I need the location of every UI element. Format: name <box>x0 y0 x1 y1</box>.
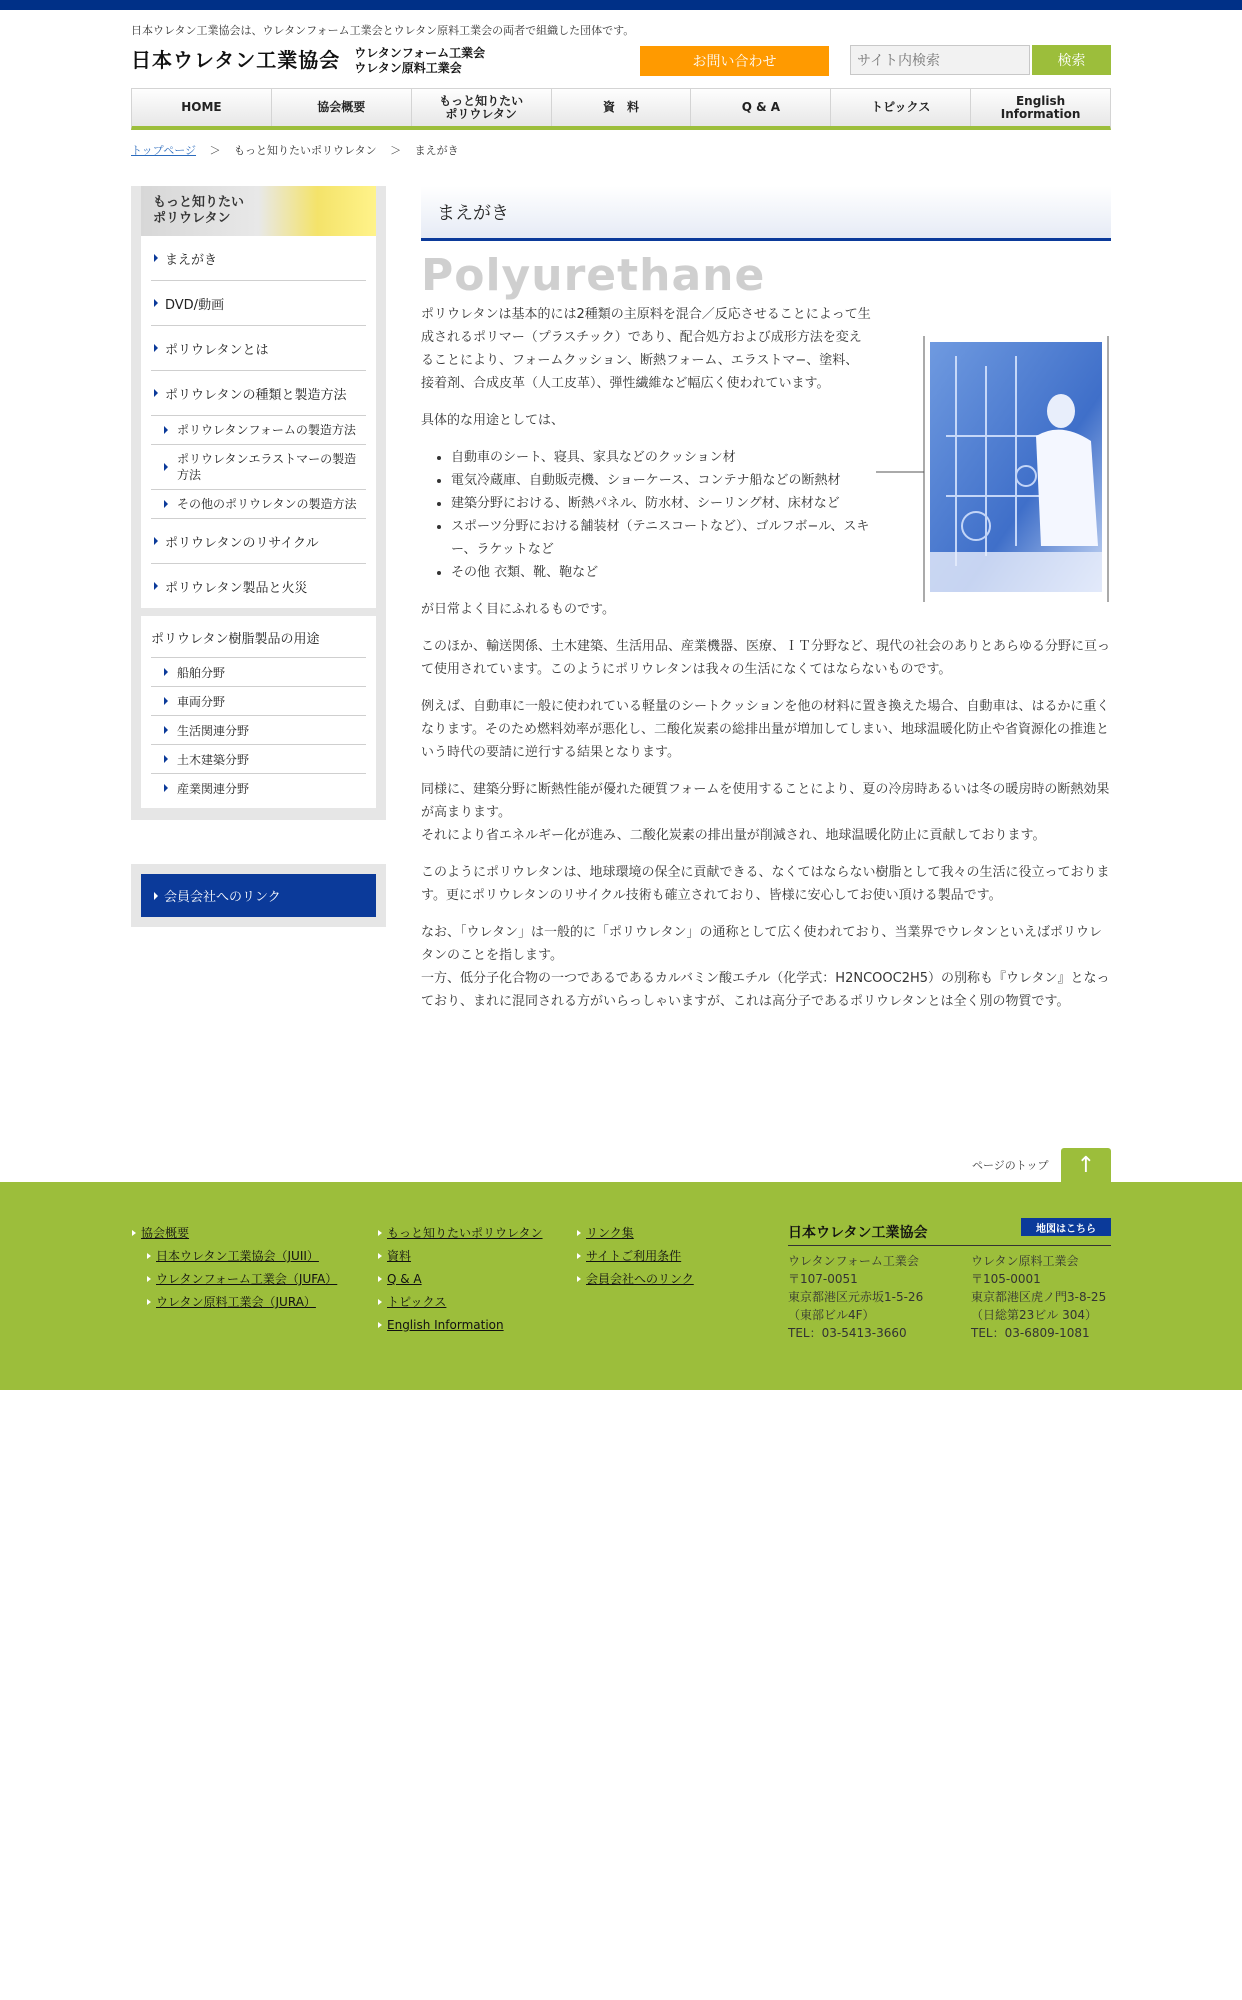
sidebar-uses-label: ポリウレタン樹脂製品の用途 <box>151 616 366 658</box>
footer-organization <box>788 1222 1111 1340</box>
polyurethane-banner: Polyurethane <box>421 250 766 301</box>
nav-topics[interactable]: トピックス <box>831 89 971 126</box>
page-title: まえがき <box>421 186 1111 241</box>
breadcrumb-home[interactable]: トップページ <box>131 144 197 157</box>
sidebar <box>131 186 386 820</box>
page-top-label[interactable]: ページのトップ <box>972 1159 1049 1172</box>
intro-paragraph: ポリウレタンは基本的には2種類の主原料を混合／反応させることによって生成されるポリマー（プラスチック）であり、配合処方および成形方法を変えることにより、フォームクッション、断熱フォーム、エラストマ−、塗料、接着剤、合成皮革（人工皮革）、弾性繊維など幅広く使われています。 <box>421 307 871 391</box>
nav-english[interactable]: English Information <box>1000 93 1081 121</box>
sidebar-item-recycle[interactable]: ポリウレタンのリサイクル <box>151 519 366 564</box>
search-input[interactable] <box>850 45 1030 75</box>
list-item: • 電気冷蔵庫、自動販売機、ショーケース、コンテナ船などの断熱材 <box>451 469 891 492</box>
footer-link-english[interactable]: English Information <box>377 1314 543 1337</box>
map-button[interactable]: 地図はこちら <box>1021 1218 1111 1236</box>
list-item: • スポーツ分野における舗装材（テニスコートなど）、ゴルフボ−ル、スキー、ラケットなど <box>451 515 891 561</box>
footer-link-juii[interactable]: 日本ウレタン工業協会（JUII） <box>146 1245 337 1268</box>
sidebar-item-dvd[interactable]: DVD/動画 <box>151 281 366 326</box>
search-button[interactable]: 検索 <box>1032 45 1111 75</box>
footer-link-jufa[interactable]: ウレタンフォーム工業会（JUFA） <box>146 1268 337 1291</box>
nav-about[interactable]: 協会概要 <box>272 89 412 126</box>
footer-link-about[interactable]: 協会概要 <box>131 1222 337 1245</box>
paragraph-4b: それにより省エネルギー化が進み、二酸化炭素の排出量が削減され、地球温暖化防止に貢献しております。 <box>421 828 1046 843</box>
paragraph-4 <box>421 778 1111 847</box>
nav-polyurethane[interactable]: もっと知りたい ポリウレタン <box>412 89 552 126</box>
footer-link-topics[interactable]: トピックス <box>377 1291 543 1314</box>
contact-button[interactable]: お問い合わせ <box>640 46 829 76</box>
footer-link-qa[interactable]: Q & A <box>377 1268 543 1291</box>
footer-address-jura: ウレタン原料工業会 〒105-0001 東京都港区虎ノ門3-8-25 （日総第23ビル 304） TEL：03-6809-1081 <box>971 1254 1107 1340</box>
sidebar-use-vehicle[interactable]: 車両分野 <box>151 687 366 716</box>
sidebar-item-types[interactable]: ポリウレタンの種類と製造方法 <box>151 371 366 416</box>
top-bar <box>0 0 1242 10</box>
breadcrumb <box>131 142 459 158</box>
footer <box>0 1182 1242 1390</box>
sidebar-menu <box>141 236 376 608</box>
paragraph-5: このようにポリウレタンは、地球環境の保全に貢献できる、なくてはならない樹脂として我々の生活に役立っております。更にポリウレタンのリサイクル技術も確立されており、皆様に安心してお使い頂ける製品です。 <box>421 865 1110 903</box>
sidebar-subitem-other[interactable]: その他のポリウレタンの製造方法 <box>151 490 366 519</box>
nav-qa[interactable]: Q & A <box>691 89 831 126</box>
paragraph-3: 例えば、自動車に一般に使われている軽量のシートクッションを他の材料に置き換えた場合、自動車は、はるかに重くなります。そのため燃料効率が悪化し、二酸化炭素の総排出量が増加してしまい、地球温暖化防止や省資源化の推進という時代の要請に逆行する結果となります。 <box>421 699 1110 760</box>
global-nav <box>131 88 1111 130</box>
sidebar-subitem-foam[interactable]: ポリウレタンフォームの製造方法 <box>151 416 366 445</box>
footer-link-polyurethane[interactable]: もっと知りたいポリウレタン <box>377 1222 543 1245</box>
sidebar-item-preface[interactable]: まえがき <box>151 236 366 281</box>
list-item: • 自動車のシート、寝具、家具などのクッション材 <box>451 446 891 469</box>
paragraph-4a: 同様に、建築分野に断熱性能が優れた硬質フォームを使用することにより、夏の冷房時あるいは冬の暖房時の断熱効果が高まります。 <box>421 782 1110 820</box>
paragraph-2: このほか、輸送関係、土木建築、生活用品、産業機器、医療、ＩＴ分野など、現代の社会のありとあらゆる分野に亘って使用されています。このようにポリウレタンは我々の生活になくてはならないものです。 <box>421 639 1111 677</box>
nav-home[interactable]: HOME <box>132 89 272 126</box>
member-link-box <box>131 864 386 927</box>
sidebar-use-ship[interactable]: 船舶分野 <box>151 658 366 687</box>
nav-materials[interactable]: 資 料 <box>552 89 692 126</box>
breadcrumb-current: まえがき <box>414 144 459 157</box>
logo-sub-text <box>354 46 485 76</box>
sidebar-subitem-elastomer[interactable]: ポリウレタンエラストマーの製造方法 <box>151 445 366 490</box>
footer-org-title: 日本ウレタン工業協会 <box>788 1222 1111 1246</box>
logo-main-text: 日本ウレタン工業協会 <box>131 48 341 72</box>
footer-link-members[interactable]: 会員会社へのリンク <box>576 1268 694 1291</box>
breadcrumb-parent[interactable]: もっと知りたいポリウレタン <box>234 144 377 157</box>
sidebar-use-industry[interactable]: 産業関連分野 <box>151 774 366 802</box>
footer-link-links[interactable]: リンク集 <box>576 1222 694 1245</box>
page-top-arrow-icon[interactable]: ↑ <box>1061 1148 1111 1182</box>
sidebar-item-fire[interactable]: ポリウレタン製品と火災 <box>151 564 366 608</box>
lab-photo <box>876 316 1111 602</box>
footer-col-links <box>576 1222 694 1291</box>
breadcrumb-sep: ＞ <box>390 144 402 157</box>
list-item: • その他 衣類、靴、鞄など <box>451 561 891 584</box>
paragraph-6b: 一方、低分子化合物の一つであるであるカルバミン酸エチル（化学式：H2NCOOC2H5）の別称も『ウレタン』となっており、まれに混同される方がいらっしゃいますが、これは高分子であるポリウレタンとは全く別の物質です。 <box>421 971 1110 1009</box>
footer-col-info <box>377 1222 543 1337</box>
sidebar-use-living[interactable]: 生活関連分野 <box>151 716 366 745</box>
paragraph-6 <box>421 921 1111 1013</box>
paragraph-1: が日常よく目にふれるものです。 <box>421 602 615 617</box>
sidebar-uses <box>141 616 376 808</box>
sidebar-heading: もっと知りたい ポリウレタン <box>141 186 376 236</box>
breadcrumb-sep: ＞ <box>209 144 221 157</box>
sidebar-item-what-is[interactable]: ポリウレタンとは <box>151 326 366 371</box>
paragraph-6a: なお、「ウレタン」は一般的に「ポリウレタン」の通称として広く使われており、当業界でウレタンといえばポリウレタンのことを指します。 <box>421 925 1102 963</box>
footer-col-about <box>131 1222 337 1314</box>
member-link-button[interactable]: 会員会社へのリンク <box>141 874 376 917</box>
logo-sub-foam: ウレタンフォーム工業会 <box>354 46 486 60</box>
list-item: • 建築分野における、断熱パネル、防水材、シーリング材、床材など <box>451 492 891 515</box>
uses-list <box>421 446 891 584</box>
header-tagline: 日本ウレタン工業協会は、ウレタンフォーム工業会とウレタン原料工業会の両者で組織した団体です。 <box>131 24 635 37</box>
uses-intro: 具体的な用途としては、 <box>421 413 565 428</box>
footer-link-materials[interactable]: 資料 <box>377 1245 543 1268</box>
footer-address-jufa: ウレタンフォーム工業会 〒107-0051 東京都港区元赤坂1-5-26 （東部ビル4F） TEL：03-5413-3660 <box>788 1254 924 1340</box>
main-content <box>421 186 1111 1027</box>
footer-link-jura[interactable]: ウレタン原料工業会（JURA） <box>146 1291 337 1314</box>
logo-sub-raw: ウレタン原料工業会 <box>354 61 462 75</box>
sidebar-use-construction[interactable]: 土木建築分野 <box>151 745 366 774</box>
footer-link-terms[interactable]: サイトご利用条件 <box>576 1245 694 1268</box>
